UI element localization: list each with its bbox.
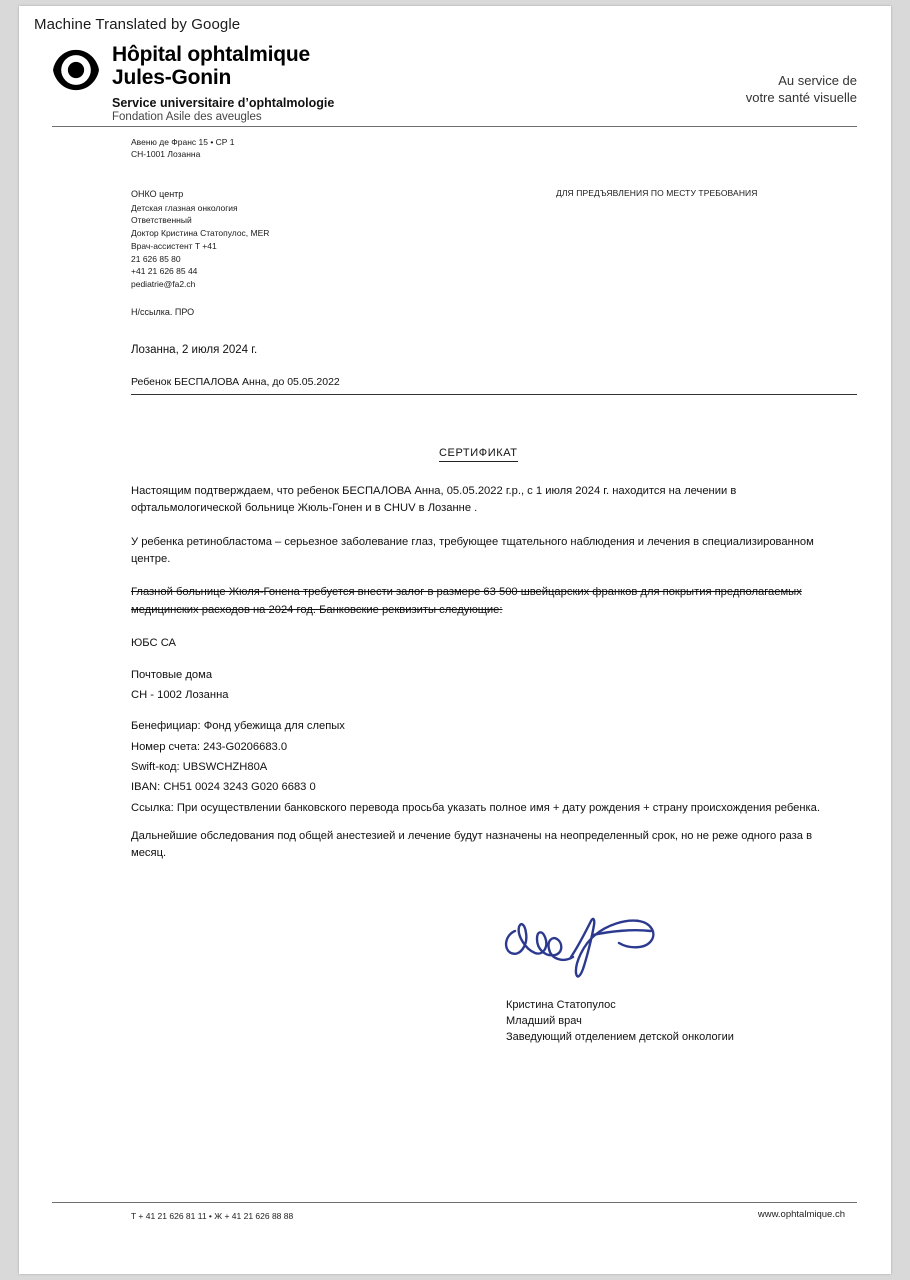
letterhead-slogan [746, 72, 857, 106]
signatory-name: Кристина Статопулос [506, 999, 616, 1011]
machine-translation-banner: Machine Translated by Google [34, 16, 241, 33]
place-and-date: Лозанна, 2 июля 2024 г. [131, 344, 258, 356]
department-line-1: ОНКО центр [131, 189, 184, 199]
footer-website: www.ophtalmique.ch [757, 1209, 845, 1220]
bank-beneficiary: Бенефициар: Фонд убежища для слепых [131, 720, 345, 733]
bank-address-line-1: Почтовые дома [131, 668, 213, 681]
certificate-title: СЕРТИФИКАТ [439, 447, 518, 462]
slogan-line-2: votre santé visuelle [745, 90, 857, 106]
department-line-7: +41 21 626 85 44 [131, 266, 198, 277]
department-line-5: Врач-ассистент T +41 [131, 240, 217, 251]
letterhead-subtitle-1: Service universitaire d’ophtalmologie [112, 96, 335, 111]
body-paragraph-final: Дальнейшие обследования под общей анестезией и лечение будут назначены на неопределенный срок, но не реже одного раза в месяц. [131, 830, 813, 860]
footer-phone: T + 41 21 626 81 11 • Ж + 41 21 626 88 88 [131, 1211, 294, 1221]
department-line-2: Детская глазная онкология [131, 202, 238, 213]
our-reference: Н/ссылка. ПРО [131, 307, 195, 317]
document-body [131, 483, 845, 820]
department-block [131, 188, 269, 291]
handwritten-signature [499, 901, 699, 981]
letterhead-title-line1: Hôpital ophtalmique [112, 43, 311, 66]
document-page [19, 6, 891, 1274]
body-paragraph-3-tail: год. Банковские реквизиты следующие: [293, 603, 503, 616]
signatory-role-2: Заведующий отделением детской онкологии [506, 1030, 734, 1043]
bank-iban: IBAN: CH51 0024 3243 G020 6683 0 [131, 781, 316, 794]
header-divider [52, 126, 857, 127]
bank-payment-reference: Ссылка: При осуществлении банковского перевода просьба указать полное имя + дату рождения + страну происхождения ребенка. [131, 801, 821, 814]
department-email: pediatrie@fa2.ch [131, 279, 196, 289]
signatory-block [506, 998, 734, 1046]
bank-account-number: Номер счета: 243-G0206683.0 [131, 740, 288, 753]
bank-details [131, 635, 845, 817]
bank-address-line-2: CH - 1002 Лозанна [131, 688, 229, 701]
body-paragraph-3 [131, 584, 845, 619]
body-paragraph-2: У ребенка ретинобластома – серьезное заболевание глаз, требующее тщательного наблюдения и лечения в специализированном центре. [131, 535, 814, 566]
department-line-6: 21 626 85 80 [131, 253, 181, 264]
sender-address-line-2: CH-1001 Лозанна [131, 149, 201, 160]
department-line-3: Ответственный [131, 215, 192, 226]
sender-address [131, 136, 234, 161]
slogan-line-1: Au service de [778, 73, 857, 88]
letterhead-title-line2: Jules-Gonin [112, 65, 232, 89]
attention-line: ДЛЯ ПРЕДЪЯВЛЕНИЯ ПО МЕСТУ ТРЕБОВАНИЯ [556, 188, 758, 198]
letterhead [52, 44, 857, 123]
letterhead-subtitle-2: Fondation Asile des aveugles [112, 111, 262, 124]
sender-address-line-1: Авеню де Франс 15 • CP 1 [131, 137, 235, 147]
signatory-role-1: Младший врач [506, 1014, 582, 1027]
body-paragraph-3-struck: Глазной больнице Жюля-Гонена требуется внести залог в размере 63 500 швейцарских франков для покрытия предполагаемых медицинских расходов на 2024 [131, 586, 802, 616]
bank-name: ЮБС СА [131, 637, 177, 650]
subject-line: Ребенок БЕСПАЛОВА Анна, до 05.05.2022 [131, 376, 857, 395]
eye-logo-icon [52, 48, 100, 92]
department-line-4: Доктор Кристина Статопулос, MER [131, 228, 270, 238]
body-paragraph-1: Настоящим подтверждаем, что ребенок БЕСПАЛОВА Анна, 05.05.2022 г.р., с 1 июля 2024 г. находится на лечении в офтальмологической больнице Жюль-Гонен и в CHUV в Лозанне . [131, 485, 737, 515]
footer-divider [52, 1202, 857, 1203]
bank-swift-code: Swift-код: UBSWCHZH80A [131, 760, 268, 773]
